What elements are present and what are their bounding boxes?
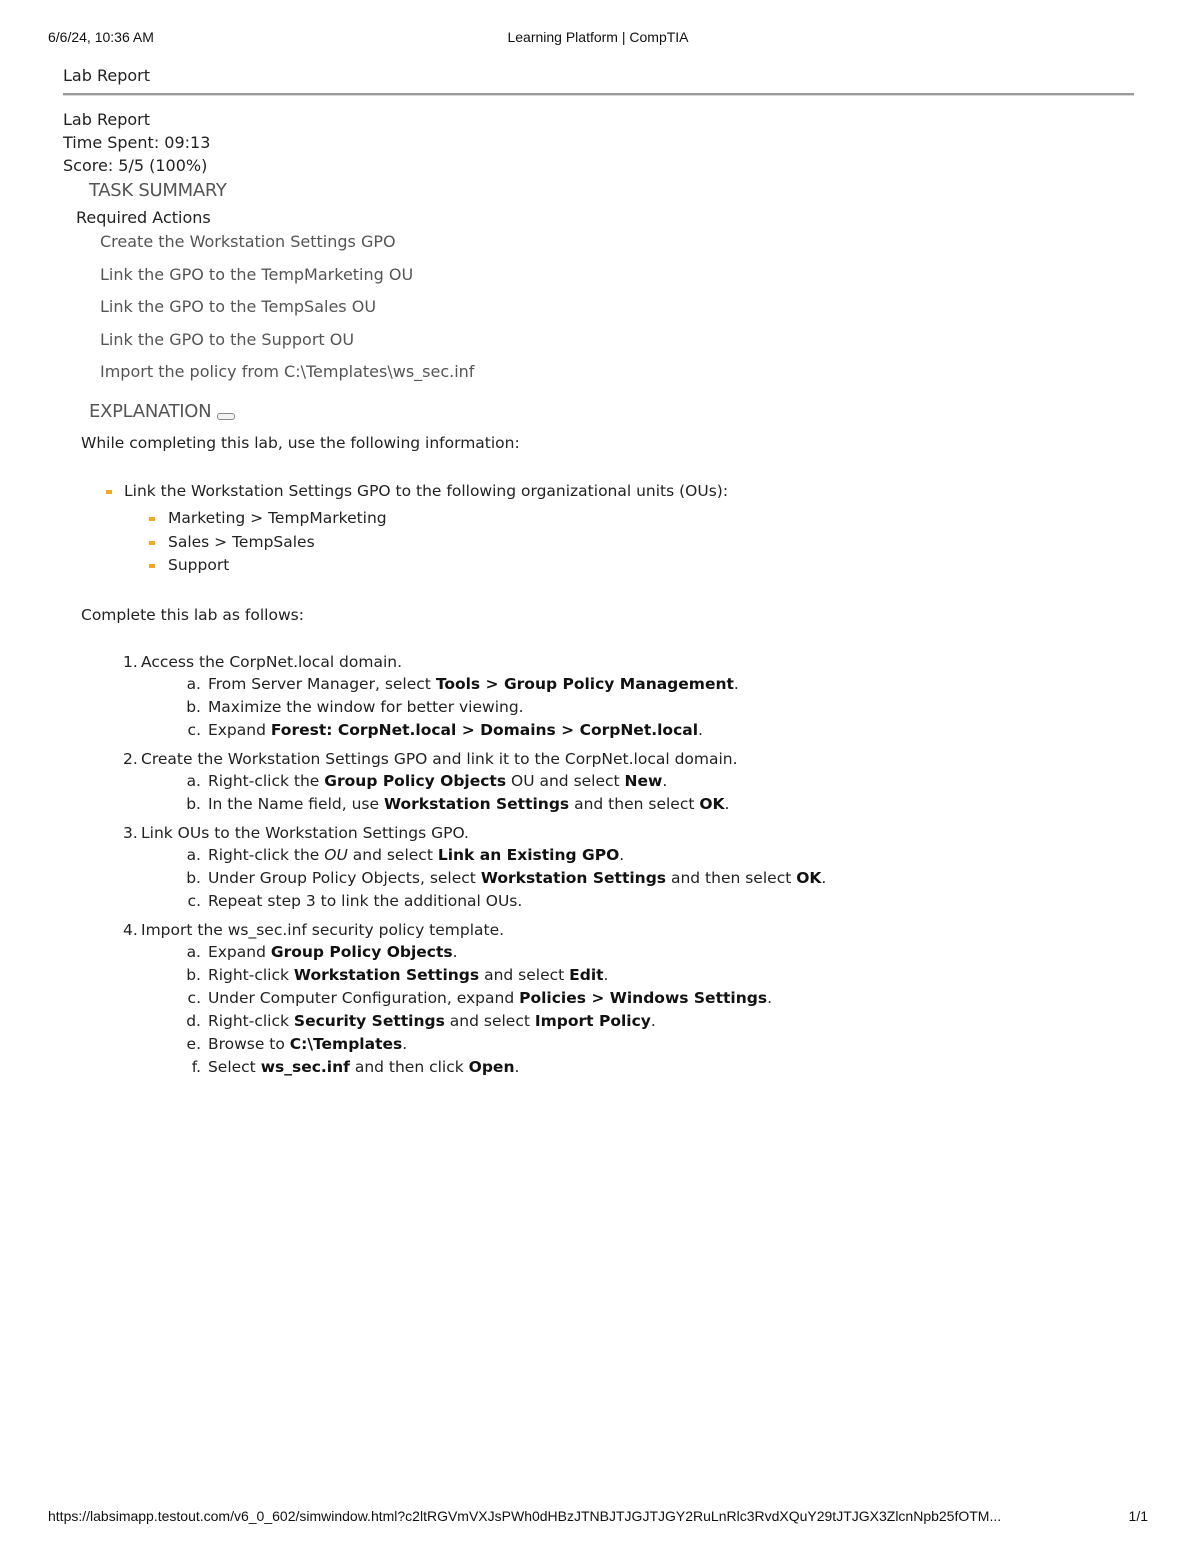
step-number: 4. [123, 921, 138, 939]
bullet-text: Link the Workstation Settings GPO to the following organizational units (OUs): [124, 482, 729, 500]
print-datetime: 6/6/24, 10:36 AM [48, 29, 154, 45]
action-item: Link the GPO to the Support OU [100, 329, 355, 349]
list-item: Marketing > TempMarketing [149, 507, 728, 531]
score: Score: 5/5 (100%) [63, 156, 208, 175]
step-3 [123, 822, 826, 913]
explanation-heading: EXPLANATION [89, 401, 212, 422]
action-item: Create the Workstation Settings GPO [100, 232, 396, 251]
step-number: 3. [123, 824, 138, 842]
page-url: https://labsimapp.testout.com/v6_0_602/simwindow.html?c2ltRGVmVXJsPWh0dHBzJTNBJTJGJTJGY2RuLnRlc3RvdXQuY29tJTJGX3ZlcnNpb25fOTM... [48, 1508, 1002, 1524]
time-spent: Time Spent: 09:13 [63, 133, 211, 152]
print-footer [48, 1508, 1148, 1526]
substep: c. Under Computer Configuration, expand Policies > Windows Settings. [187, 989, 772, 1007]
steps-list [123, 651, 826, 1085]
step-text: Import the ws_sec.inf security policy template. [141, 921, 505, 939]
step-number: 1. [123, 653, 138, 671]
substep: f. Select ws_sec.inf and then click Open. [191, 1058, 520, 1076]
action-item: Import the policy from C:\Templates\ws_sec.inf [100, 362, 475, 381]
explanation-intro: While completing this lab, use the following information: [81, 434, 520, 452]
substep: a. From Server Manager, select Tools > Group Policy Management. [186, 675, 739, 693]
report-meta [63, 108, 210, 177]
step-text: Access the CorpNet.local domain. [141, 653, 403, 671]
print-header [48, 29, 1148, 47]
substeps [185, 770, 826, 816]
substep: e. Browse to C:\Templates. [186, 1035, 408, 1053]
substep: a. Expand Group Policy Objects. [186, 943, 458, 961]
list-item [106, 480, 728, 578]
substep: a. Right-click the Group Policy Objects OU and select New. [186, 772, 668, 790]
substep: b. Right-click Workstation Settings and select Edit. [186, 966, 609, 984]
complete-intro: Complete this lab as follows: [81, 606, 304, 624]
step-number: 2. [123, 750, 138, 768]
substep: b. In the Name field, use Workstation Settings and then select OK. [186, 795, 730, 813]
list-item: Sales > TempSales [149, 531, 728, 555]
substeps [185, 844, 826, 913]
list-item: Support [149, 554, 728, 578]
step-4 [123, 919, 826, 1079]
substep: d. Right-click Security Settings and select Import Policy. [186, 1012, 656, 1030]
report-heading: Lab Report [63, 110, 150, 129]
page-title: Lab Report [63, 66, 150, 85]
header-divider [63, 93, 1134, 96]
page-number: 1/1 [1128, 1508, 1148, 1524]
explanation-header[interactable] [89, 401, 235, 422]
action-item: Link the GPO to the TempMarketing OU [100, 264, 414, 284]
required-actions-list [100, 231, 474, 394]
step-text: Create the Workstation Settings GPO and link it to the CorpNet.local domain. [141, 750, 738, 768]
substeps [185, 673, 826, 742]
action-item: Link the GPO to the TempSales OU [100, 297, 377, 316]
required-actions-label: Required Actions [76, 208, 211, 227]
substep: b. Maximize the window for better viewing. [186, 698, 524, 716]
print-page-title: Learning Platform | CompTIA [507, 29, 689, 45]
substeps [185, 941, 826, 1079]
step-text: Link OUs to the Workstation Settings GPO. [141, 824, 469, 842]
ou-sub-list [149, 507, 728, 578]
task-summary-heading: TASK SUMMARY [89, 180, 227, 201]
substep: a. Right-click the OU and select Link an Existing GPO. [186, 846, 625, 864]
step-2 [123, 748, 826, 816]
collapse-icon[interactable] [217, 413, 235, 420]
substep: b. Under Group Policy Objects, select Workstation Settings and then select OK. [186, 869, 827, 887]
substep: c. Repeat step 3 to link the additional OUs. [187, 892, 523, 910]
substep: c. Expand Forest: CorpNet.local > Domains > CorpNet.local. [187, 721, 703, 739]
step-1 [123, 651, 826, 742]
ou-bullet-list [106, 480, 728, 578]
